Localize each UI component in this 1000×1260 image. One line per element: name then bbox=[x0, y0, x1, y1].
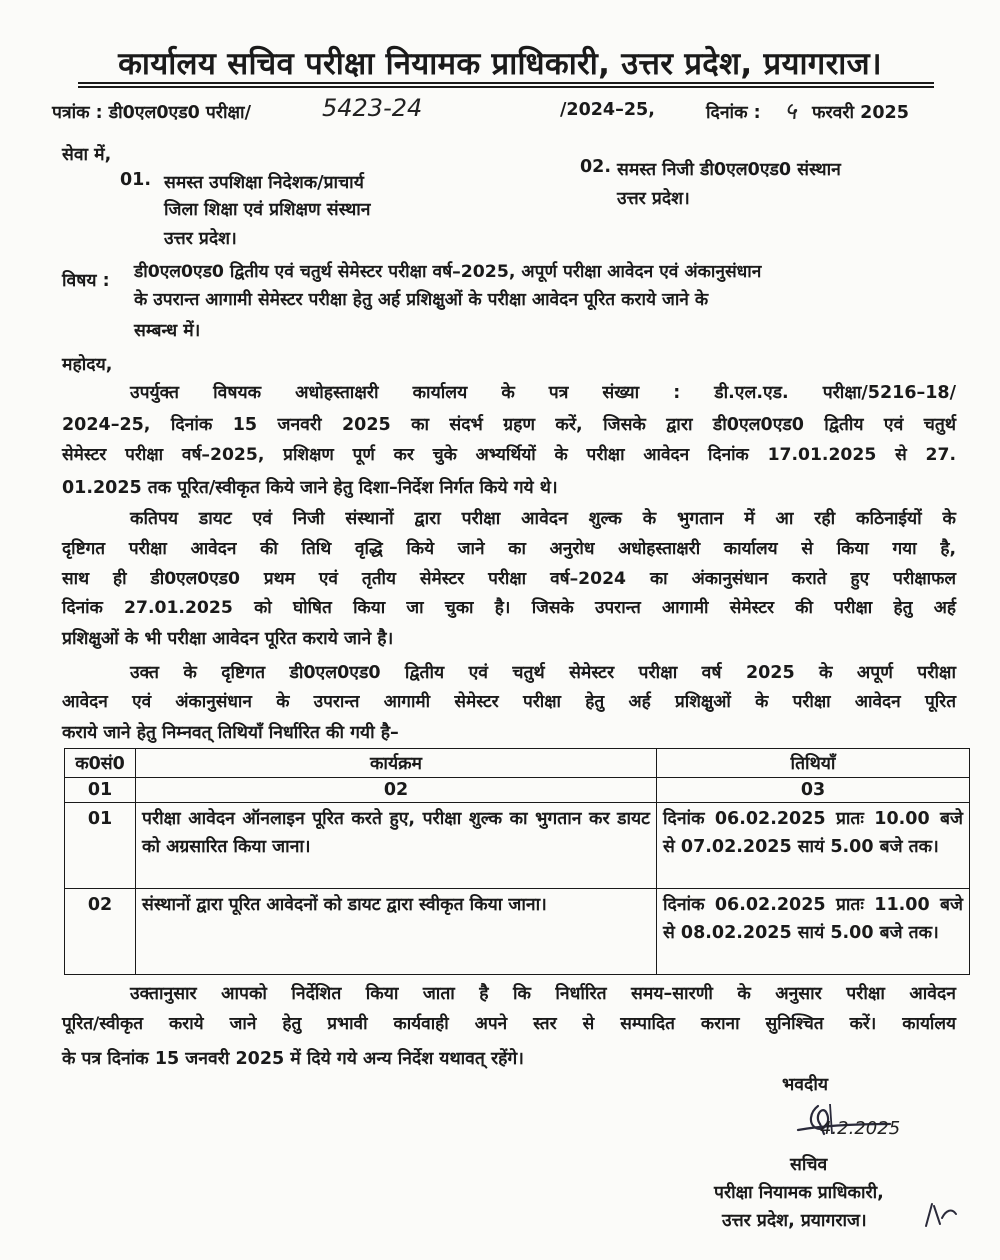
authority-name: परीक्षा नियामक प्राधिकारी, bbox=[714, 1183, 884, 1203]
paragraph-1-line: सेमेस्टर परीक्षा वर्ष–2025, प्रशिक्षण पूर्ण कर चुके अभ्यर्थियों के परीक्षा आवेदन दिनांक 17.01.2025 से 27. bbox=[62, 445, 956, 465]
handwritten-letter-number: 5423-24 bbox=[322, 94, 423, 122]
paragraph-1-line: उपर्युक्त विषयक अधोहस्ताक्षरी कार्यालय के पत्र संख्या : डी.एल.एड. परीक्षा/5216–18/ bbox=[130, 383, 956, 403]
letter-year: /2024–25, bbox=[560, 100, 655, 120]
closing: भवदीय bbox=[782, 1075, 829, 1095]
column-header-program: कार्यक्रम bbox=[136, 749, 657, 778]
header-underline bbox=[78, 82, 934, 84]
table-cell: 02 bbox=[136, 778, 657, 803]
paragraph-4-line: पूरित/स्वीकृत कराये जाने हेतु प्रभावी कार्यवाही अपने स्तर से सम्पादित कराना सुनिश्चित करें। कार्यालय bbox=[62, 1014, 956, 1034]
addressee-1-line: समस्त उपशिक्षा निदेशक/प्राचार्य bbox=[164, 173, 364, 193]
addressee-2-line: उत्तर प्रदेश। bbox=[617, 189, 690, 209]
salutation: महोदय, bbox=[62, 355, 113, 375]
table-cell-sno: 02 bbox=[65, 889, 136, 975]
subject-line: के उपरान्त आगामी सेमेस्टर परीक्षा हेतु अर्ह प्रशिक्षुओं के परीक्षा आवेदन पूरित कराये जाने के bbox=[134, 290, 709, 310]
paragraph-2-line: कतिपय डायट एवं निजी संस्थानों द्वारा परीक्षा आवेदन शुल्क के भुगतान में आ रही कठिनाईयों के bbox=[130, 509, 956, 529]
signature-date: 4.2.2025 bbox=[820, 1118, 901, 1139]
table-cell-program: संस्थानों द्वारा पूरित आवेदनों को डायट द्वारा स्वीकृत किया जाना। bbox=[136, 889, 657, 975]
addressee-2-number: 02. bbox=[580, 157, 612, 177]
addressee-1-line: जिला शिक्षा एवं प्रशिक्षण संस्थान bbox=[164, 200, 371, 220]
table-cell: 01 bbox=[65, 778, 136, 803]
table-cell-dates: दिनांक 06.02.2025 प्रातः 11.00 बजे से 08.02.2025 सायं 5.00 बजे तक। bbox=[657, 889, 970, 975]
date-label: दिनांक : bbox=[706, 103, 761, 123]
header-underline-2 bbox=[78, 86, 934, 88]
letter-number-prefix: पत्रांक : डी0एल0एड0 परीक्षा/ bbox=[52, 103, 251, 123]
table-cell: 03 bbox=[657, 778, 970, 803]
table-row bbox=[65, 803, 970, 889]
table-index-row bbox=[65, 778, 970, 803]
subject-line: सम्बन्ध में। bbox=[134, 321, 201, 341]
paragraph-3-line: उक्त के दृष्टिगत डी0एल0एड0 द्वितीय एवं चतुर्थ सेमेस्टर परीक्षा वर्ष 2025 के अपूर्ण परीक्षा bbox=[130, 663, 956, 683]
paragraph-4-line: के पत्र दिनांक 15 जनवरी 2025 में दिये गये अन्य निर्देश यथावत् रहेंगे। bbox=[62, 1049, 524, 1069]
paragraph-2-line: दिनांक 27.01.2025 को घोषित किया जा चुका है। जिसके उपरान्त आगामी सेमेस्टर की परीक्षा हेतु अर्ह bbox=[62, 598, 956, 618]
handwritten-date-day: ५ bbox=[784, 97, 797, 125]
authority-place: उत्तर प्रदेश, प्रयागराज। bbox=[722, 1211, 867, 1231]
paragraph-3-line: कराये जाने हेतु निम्नवत् तिथियाँ निर्धारित की गयी है– bbox=[62, 723, 399, 743]
paragraph-1-line: 2024–25, दिनांक 15 जनवरी 2025 का संदर्भ ग्रहण करें, जिसके द्वारा डी0एल0एड0 द्वितीय एवं चतुर्थ bbox=[62, 415, 956, 435]
seva-me: सेवा में, bbox=[62, 145, 112, 165]
table-row bbox=[65, 889, 970, 975]
schedule-table bbox=[64, 748, 970, 975]
paragraph-3-line: आवेदन एवं अंकानुसंधान के उपरान्त आगामी सेमेस्टर परीक्षा हेतु अर्ह प्रशिक्षुओं के परीक्षा आवेदन पूरित bbox=[62, 692, 956, 712]
paragraph-4-line: उक्तानुसार आपको निर्देशित किया जाता है कि निर्धारित समय–सारणी के अनुसार परीक्षा आवेदन bbox=[130, 984, 956, 1004]
addressee-2-line: समस्त निजी डी0एल0एड0 संस्थान bbox=[617, 160, 841, 180]
column-header-sno: क0सं0 bbox=[65, 749, 136, 778]
designation: सचिव bbox=[790, 1155, 828, 1175]
paragraph-2-line: प्रशिक्षुओं के भी परीक्षा आवेदन पूरित कराये जाने है। bbox=[62, 629, 394, 649]
paragraph-2-line: साथ ही डी0एल0एड0 प्रथम एवं तृतीय सेमेस्टर परीक्षा वर्ष–2024 का अंकानुसंधान कराते हुए परीक्षाफल bbox=[62, 569, 956, 589]
initials-mark bbox=[920, 1198, 964, 1232]
table-cell-dates: दिनांक 06.02.2025 प्रातः 10.00 बजे से 07.02.2025 सायं 5.00 बजे तक। bbox=[657, 803, 970, 889]
office-header: कार्यालय सचिव परीक्षा नियामक प्राधिकारी, उत्तर प्रदेश, प्रयागराज। bbox=[118, 46, 882, 82]
paragraph-1-line: 01.2025 तक पूरित/स्वीकृत किये जाने हेतु दिशा–निर्देश निर्गत किये गये थे। bbox=[62, 478, 558, 498]
addressee-1-number: 01. bbox=[120, 170, 152, 190]
table-cell-sno: 01 bbox=[65, 803, 136, 889]
addressee-1-line: उत्तर प्रदेश। bbox=[164, 229, 237, 249]
paragraph-2-line: दृष्टिगत परीक्षा आवेदन की तिथि वृद्धि किये जाने का अनुरोध अधोहस्ताक्षरी कार्यालय से किया गया है, bbox=[62, 539, 956, 559]
column-header-dates: तिथियाँ bbox=[657, 749, 970, 778]
table-cell-program: परीक्षा आवेदन ऑनलाइन पूरित करते हुए, परीक्षा शुल्क का भुगतान कर डायट को अग्रसारित किया जाना। bbox=[136, 803, 657, 889]
subject-line: डी0एल0एड0 द्वितीय एवं चतुर्थ सेमेस्टर परीक्षा वर्ष–2025, अपूर्ण परीक्षा आवेदन एवं अंकानुसंधान bbox=[134, 262, 762, 282]
table-header-row bbox=[65, 749, 970, 778]
subject-label: विषय : bbox=[62, 271, 110, 291]
date-month-year: फरवरी 2025 bbox=[812, 103, 909, 123]
